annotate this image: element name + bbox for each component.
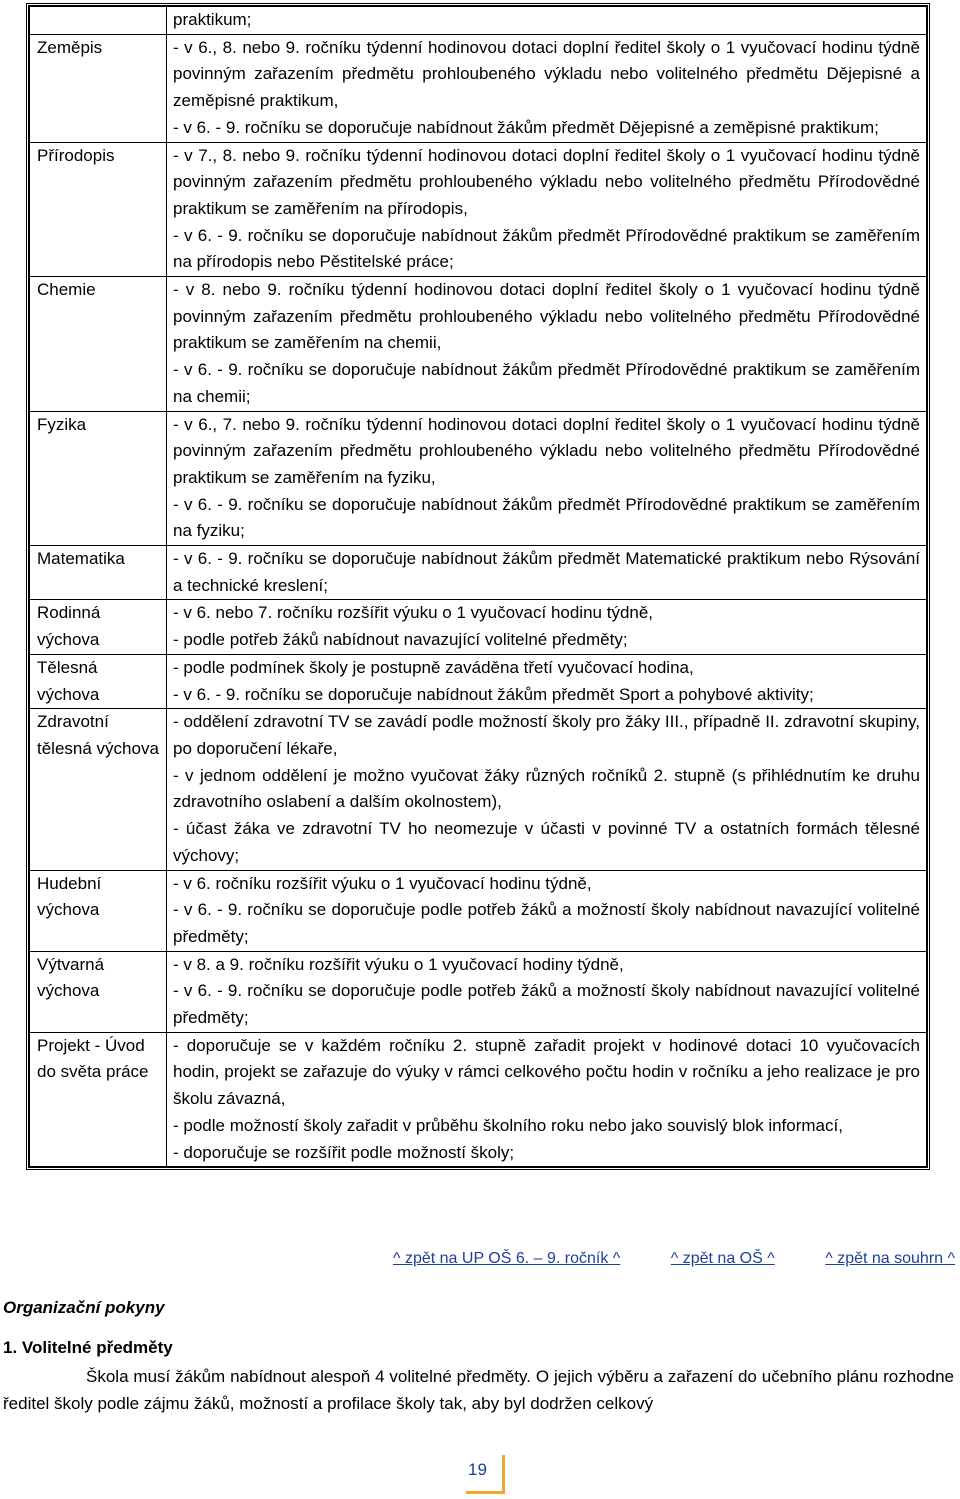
subject-name: Projekt - Úvod do světa práce xyxy=(30,1032,167,1167)
instruction-line: - v 6. - 9. ročníku se doporučuje nabídnout žákům předmět Sport a pohybové aktivity; xyxy=(173,684,814,704)
instruction-line: - v 6., 8. nebo 9. ročníku týdenní hodinovou dotaci doplní ředitel školy o 1 vyučovací hodinu týdně povinným zařazením předmětu prohloubeného výkladu nebo volitelného předmětu Dějepisné a zeměpisné praktikum, xyxy=(173,37,920,111)
subject-name: Zdravotní tělesná výchova xyxy=(30,709,167,870)
instruction-line: - oddělení zdravotní TV se zavádí podle možností školy pro žáky III., případně II. zdravotní skupiny, po doporučení lékaře, xyxy=(173,712,920,758)
subject-instructions xyxy=(167,277,927,412)
subject-instructions xyxy=(167,546,927,600)
subject-name xyxy=(30,7,167,35)
subject-name: Výtvarná výchova xyxy=(30,951,167,1032)
body-paragraph: Škola musí žákům nabídnout alespoň 4 volitelné předměty. O jejich výběru a zařazení do učebního plánu rozhodne ředitel školy podle zájmu žáků, možností a profilace školy tak, aby byl dodržen celkový xyxy=(3,1367,954,1413)
instruction-line: - podle podmínek školy je postupně zaváděna třetí vyučovací hodina, xyxy=(173,657,694,677)
instruction-line: - v 8. a 9. ročníku rozšířit výuku o 1 vyučovací hodiny týdně, xyxy=(173,954,624,974)
instruction-line: - doporučuje se v každém ročníku 2. stupně zařadit projekt v hodinové dotaci 10 vyučovacích hodin, projekt se zařazuje do výuky v rámci celkového počtu hodin v ročníku a jeho realizace je pro školu závazná, xyxy=(173,1035,920,1109)
back-links xyxy=(393,1250,955,1268)
instruction-line: - v 6. - 9. ročníku se doporučuje nabídnout žákům předmět Přírodovědné praktikum se zaměřením na fyziku; xyxy=(173,494,920,541)
instruction-line: - v 6., 7. nebo 9. ročníku týdenní hodinovou dotaci doplní ředitel školy o 1 vyučovací hodinu týdně povinným zařazením předmětu prohloubeného výkladu nebo volitelného předmětu Přírodovědné praktikum se zaměřením na fyziku, xyxy=(173,414,920,487)
section-title: Organizační pokyny xyxy=(3,1298,165,1317)
table-row xyxy=(30,951,927,1032)
subject-instructions xyxy=(167,951,927,1032)
link-back-to-summary[interactable]: ^ zpět na souhrn ^ xyxy=(825,1250,955,1267)
table-row xyxy=(30,34,927,142)
table-row xyxy=(30,654,927,708)
link-back-to-os[interactable]: ^ zpět na OŠ ^ xyxy=(670,1250,775,1267)
subject-instructions xyxy=(167,34,927,142)
subject-instructions xyxy=(167,142,927,277)
subjects-table xyxy=(29,6,927,1167)
instruction-line: - podle potřeb žáků nabídnout navazující volitelné předměty; xyxy=(173,630,628,650)
subject-instructions xyxy=(167,654,927,708)
instruction-line: - v 6. - 9. ročníku se doporučuje nabídnout žákům předmět Přírodovědné praktikum se zaměřením na přírodopis nebo Pěstitelské práce; xyxy=(173,225,920,272)
table-row xyxy=(30,709,927,870)
table-row xyxy=(30,142,927,277)
instruction-line: - v 6. - 9. ročníku se doporučuje nabídnout žákům předmět Matematické praktikum nebo Rýsování a technické kreslení; xyxy=(173,549,920,595)
instruction-line: - v 6. - 9. ročníku se doporučuje podle potřeb žáků a možností školy nabídnout navazující volitelné předměty; xyxy=(173,900,920,946)
instruction-line: - v 6. nebo 7. ročníku rozšířit výuku o 1 vyučovací hodinu týdně, xyxy=(173,603,654,623)
instruction-line: - účast žáka ve zdravotní TV ho neomezuje v účasti v povinné TV a ostatních formách tělesné výchovy; xyxy=(173,819,920,865)
table-row xyxy=(30,411,927,546)
link-back-to-plan[interactable]: ^ zpět na UP OŠ 6. – 9. ročník ^ xyxy=(393,1250,621,1267)
instruction-line: - v 7., 8. nebo 9. ročníku týdenní hodinovou dotaci doplní ředitel školy o 1 vyučovací hodinu týdně povinným zařazením předmětu prohloubeného výkladu nebo volitelného předmětu Přírodovědné praktikum se zaměřením na přírodopis, xyxy=(173,145,920,218)
table-row xyxy=(30,870,927,951)
subsection-heading: 1. Volitelné předměty xyxy=(3,1338,173,1357)
subject-name: Matematika xyxy=(30,546,167,600)
subject-name: Přírodopis xyxy=(30,142,167,277)
subject-name: Tělesná výchova xyxy=(30,654,167,708)
instruction-line: - doporučuje se rozšířit podle možností školy; xyxy=(173,1142,515,1162)
instruction-line: - v 6. - 9. ročníku se doporučuje nabídnout žákům předmět Přírodovědné praktikum se zaměřením na chemii; xyxy=(173,360,920,406)
instruction-line: - v 6. - 9. ročníku se doporučuje podle potřeb žáků a možností školy nabídnout navazující volitelné předměty; xyxy=(173,981,920,1028)
table-row xyxy=(30,546,927,600)
instruction-line: - v 6. - 9. ročníku se doporučuje nabídnout žákům předmět Dějepisné a zeměpisné praktikum; xyxy=(173,117,879,137)
subject-instructions xyxy=(167,411,927,546)
table-row xyxy=(30,600,927,654)
instruction-line: - v 6. ročníku rozšířit výuku o 1 vyučovací hodinu týdně, xyxy=(173,873,592,893)
table-row xyxy=(30,277,927,412)
subject-name: Fyzika xyxy=(30,411,167,546)
subject-name: Zeměpis xyxy=(30,34,167,142)
page-number: 19 xyxy=(466,1455,505,1494)
subject-name: Chemie xyxy=(30,277,167,412)
instruction-line: praktikum; xyxy=(173,10,252,29)
subject-instructions xyxy=(167,1032,927,1167)
instruction-line: - v 8. nebo 9. ročníku týdenní hodinovou dotaci doplní ředitel školy o 1 vyučovací hodinu týdně povinným zařazením předmětu prohloubeného výkladu nebo volitelného předmětu Přírodovědné praktikum se zaměřením na chemii, xyxy=(173,280,920,353)
table-row xyxy=(30,7,927,35)
subject-instructions xyxy=(167,870,927,951)
subject-name: Rodinná výchova xyxy=(30,600,167,654)
table-row xyxy=(30,1032,927,1167)
subject-name: Hudební výchova xyxy=(30,870,167,951)
instruction-line: - podle možností školy zařadit v průběhu školního roku nebo jako souvislý blok informací, xyxy=(173,1115,843,1135)
subject-instructions xyxy=(167,7,927,35)
subject-instructions xyxy=(167,600,927,654)
subjects-table-frame xyxy=(26,3,930,1170)
instruction-line: - v jednom oddělení je možno vyučovat žáky různých ročníků 2. stupně (s přihlédnutím ke druhu zdravotního oslabení a dalším okolnostem), xyxy=(173,765,920,812)
subject-instructions xyxy=(167,709,927,870)
